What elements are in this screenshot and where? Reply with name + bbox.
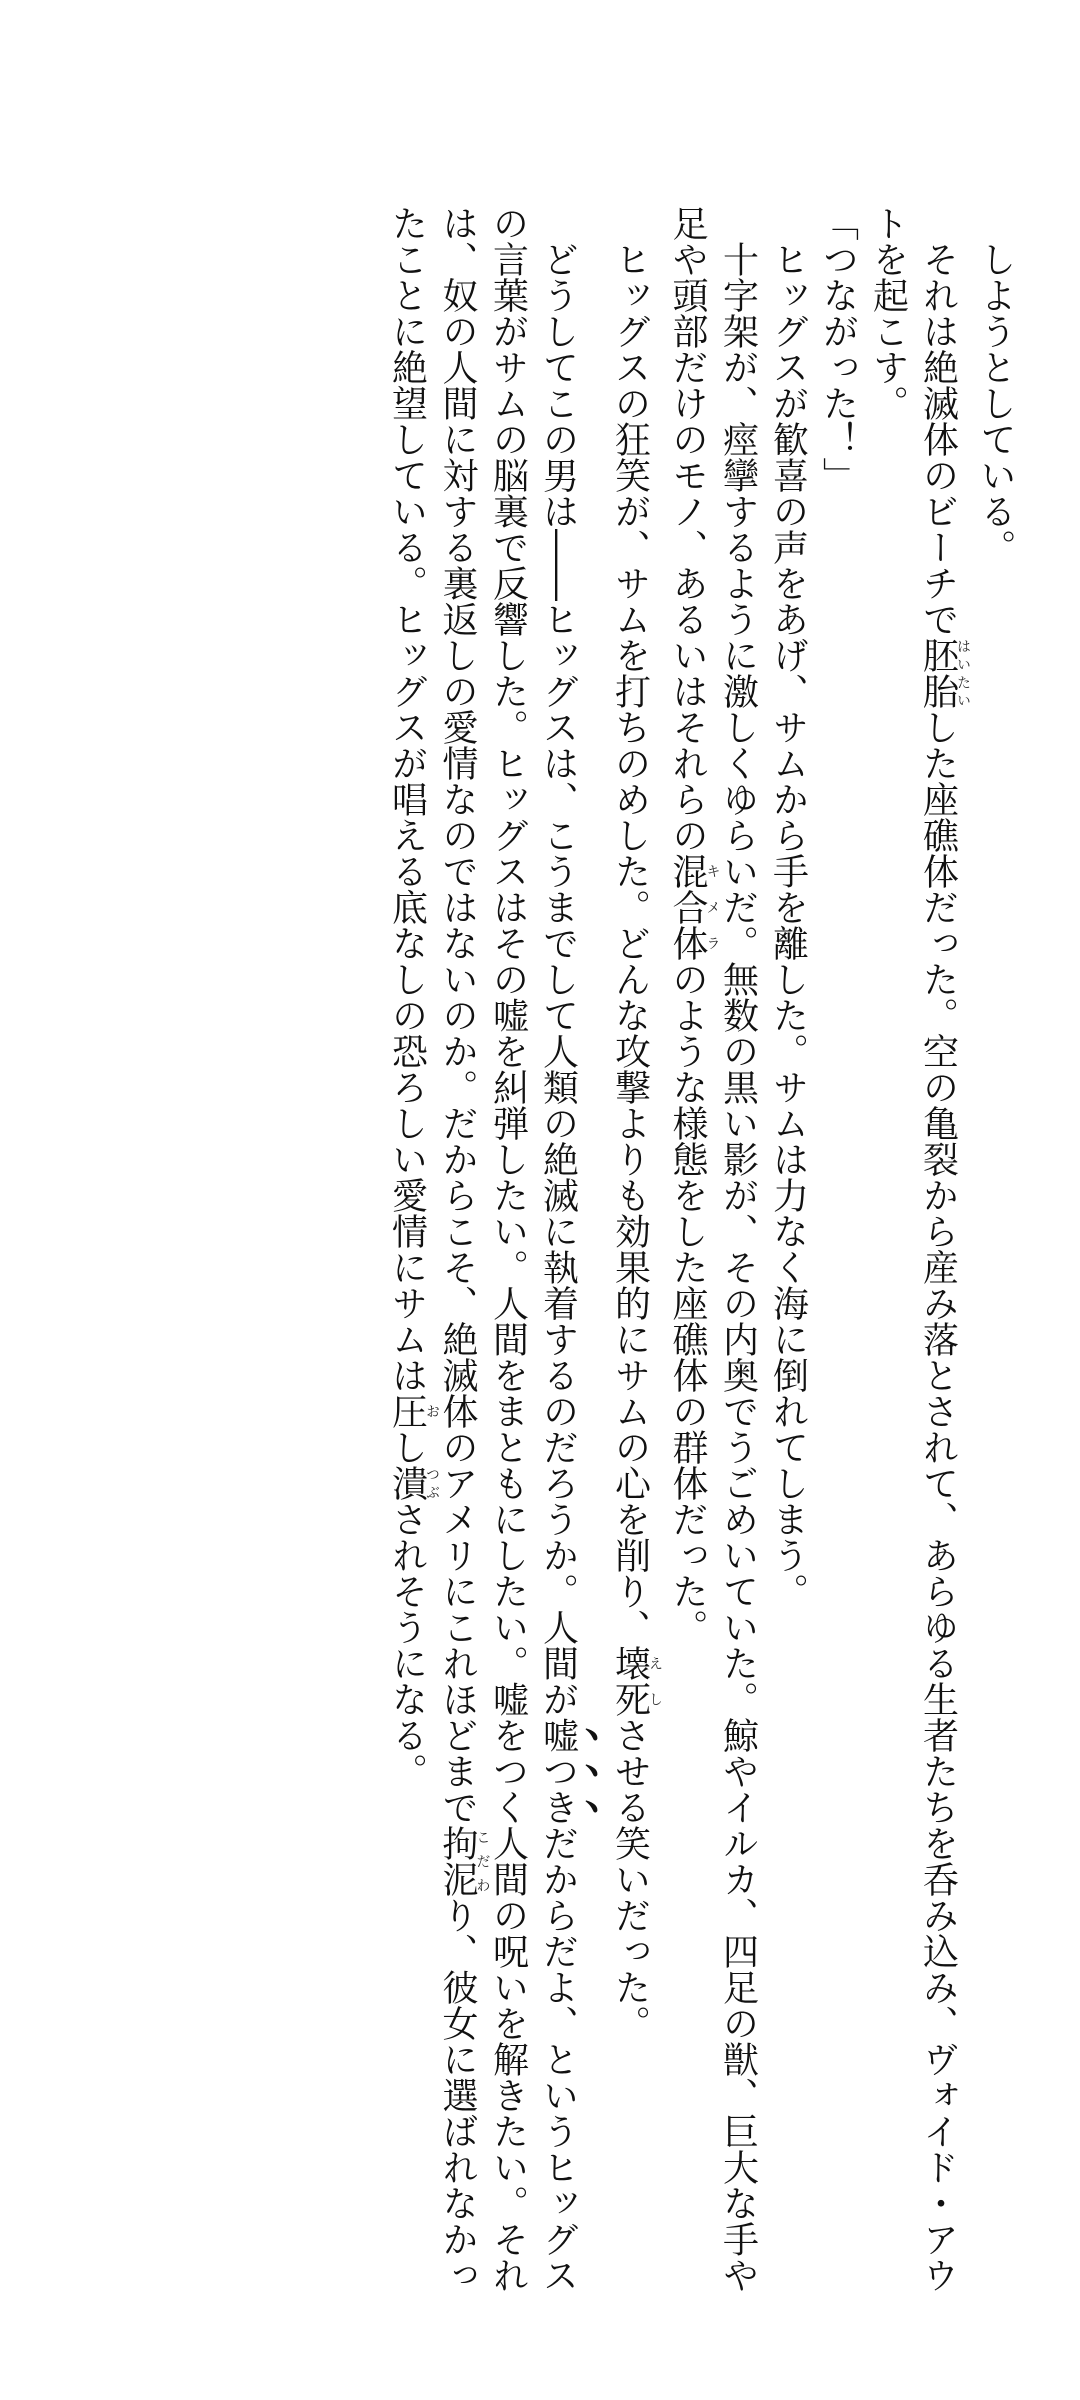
ruby-base: 混合体 bbox=[667, 853, 708, 961]
paragraph bbox=[382, 205, 605, 2315]
text-run: し bbox=[386, 1429, 428, 1465]
text-run: り、彼女に選ばれなかったことに絶望している。ヒッグスが唱える底なしの恐ろしい愛情にサムは bbox=[386, 205, 478, 2293]
text-run: それは絶滅体のビーチで bbox=[917, 241, 959, 637]
text-run: のような様態をした座礁体の群体だった。 bbox=[667, 961, 708, 1645]
text-run: されそうになる。 bbox=[386, 1501, 428, 1789]
ruby-base: 胚胎 bbox=[917, 637, 959, 709]
ruby-base: 潰 bbox=[386, 1465, 428, 1501]
text-run: しようとしている。 bbox=[975, 241, 1016, 565]
ruby-base: 圧 bbox=[386, 1393, 428, 1429]
ruby-annotated-word bbox=[437, 1825, 491, 1897]
emphasis-text: 嘘つき bbox=[537, 1717, 579, 1825]
paragraph bbox=[763, 205, 813, 2315]
ruby-reading: キメラ bbox=[704, 853, 721, 961]
ruby-reading: こだわ bbox=[474, 1825, 491, 1897]
ruby-annotated-word bbox=[609, 1645, 663, 1717]
text-run: した座礁体だった。空の亀裂から産み落とされて、あらゆる生者たちを呑み込み、ヴォイド・アウトを起こす。 bbox=[867, 205, 959, 2293]
paragraph bbox=[863, 205, 971, 2315]
text-run: どうしてこの男は――ヒッグスは、こうまでして人類の絶滅に執着するのだろうか。人間が bbox=[537, 241, 579, 1717]
text-run: だからだよ、というヒッグスの言葉がサムの脳裏で反響した。ヒッグスはその嘘を糾弾したい。人間をまともにしたい。嘘をつく人間の呪いを解きたい。それは、奴の人間に対する裏返しの愛情なのではないのか。だからこそ、絶滅体のアメリにこれほどまで bbox=[437, 205, 579, 2293]
ruby-reading: つぶ bbox=[424, 1465, 440, 1501]
ruby-annotated-word bbox=[917, 637, 971, 709]
paragraph bbox=[605, 205, 663, 2315]
ruby-base: 拘泥 bbox=[437, 1825, 478, 1897]
ruby-annotated-word bbox=[386, 1393, 440, 1429]
text-run: 「つながった！」 bbox=[817, 205, 859, 493]
text-run: させる笑いだった。 bbox=[609, 1717, 651, 2041]
ruby-reading: お bbox=[424, 1393, 440, 1429]
paragraph bbox=[813, 205, 863, 2315]
paragraph bbox=[662, 205, 763, 2315]
vertical-text-body bbox=[382, 205, 1021, 2315]
text-run: ヒッグスが歓喜の声をあげ、サムから手を離した。サムは力なく海に倒れてしまう。 bbox=[767, 241, 809, 1609]
paragraph bbox=[970, 205, 1020, 2315]
ruby-reading: はいたい bbox=[955, 637, 971, 709]
ruby-reading: えし bbox=[647, 1645, 663, 1717]
text-run: 十字架が、痙攣するように激しくゆらいだ。無数の黒い影が、その内奥でうごめいていた。鯨やイルカ、四足の獣、巨大な手や足や頭部だけのモノ、あるいはそれらの bbox=[667, 205, 759, 2293]
ruby-base: 壊死 bbox=[609, 1645, 651, 1717]
ruby-annotated-word bbox=[386, 1465, 440, 1501]
ruby-annotated-word bbox=[667, 853, 721, 961]
text-run: ヒッグスの狂笑が、サムを打ちのめした。どんな攻撃よりも効果的にサムの心を削り、 bbox=[609, 241, 651, 1645]
